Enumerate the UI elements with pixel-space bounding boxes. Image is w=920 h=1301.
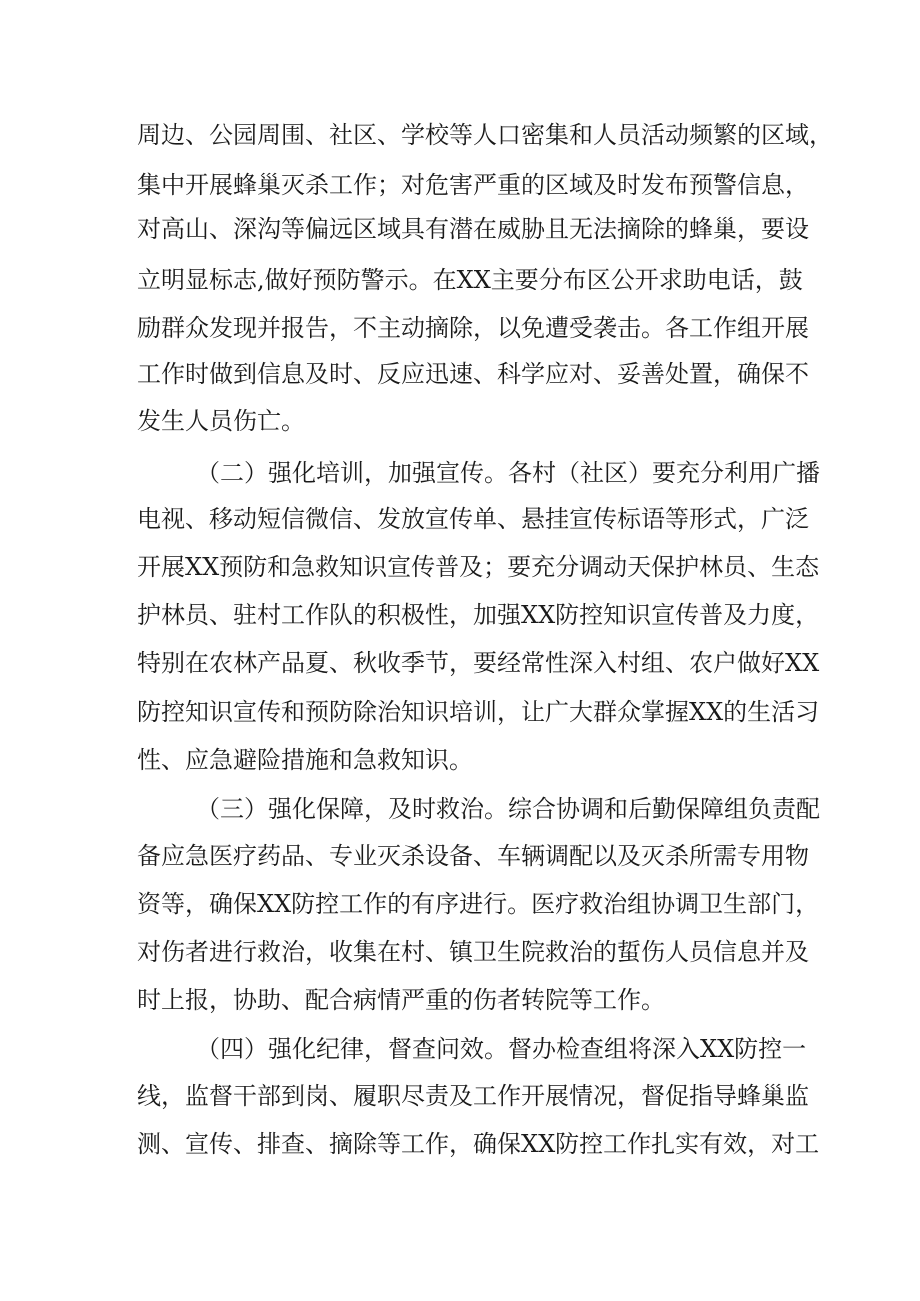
text-line: 工作时做到信息及时、反应迅速、科学应对、妥善处置，确保不	[137, 360, 809, 388]
text-line: 开展XX预防和急救知识宣传普及；要充分调动天保护林员、生态	[137, 553, 820, 581]
text-line: 电视、移动短信微信、发放宣传单、悬挂宣传标语等形式，广泛	[137, 505, 809, 533]
text-line: 集中开展蜂巢灭杀工作；对危害严重的区域及时发布预警信息，	[137, 171, 809, 199]
text-line: 特别在农林产品夏、秋收季节，要经常性深入村组、农户做好XX	[137, 649, 820, 677]
paragraph-heading-line: （四）强化纪律，督查问效。督办检查组将深入XX防控一	[196, 1035, 807, 1063]
paragraph-heading-line: （二）强化培训，加强宣传。各村（社区）要充分利用广播	[196, 459, 820, 487]
text-line: 测、宣传、排查、摘除等工作，确保XX防控工作扎实有效，对工	[137, 1130, 820, 1158]
text-line: 备应急医疗药品、专业灭杀设备、车辆调配以及灭杀所需专用物	[137, 842, 809, 870]
text-line: 护林员、驻村工作队的积极性，加强XX防控知识宣传普及力度，	[137, 601, 820, 629]
text-line: 防控知识宣传和预防除治知识培训，让广大群众掌握XX的生活习	[137, 698, 820, 726]
text-line: 对伤者进行救治，收集在村、镇卫生院救治的蜇伤人员信息并及	[137, 938, 809, 966]
text-line: 周边、公园周围、社区、学校等人口密集和人员活动频繁的区域，	[137, 121, 833, 149]
text-line: 资等，确保XX防控工作的有序进行。医疗救治组协调卫生部门，	[137, 890, 820, 918]
text-line: 对高山、深沟等偏远区域具有潜在威胁且无法摘除的蜂巢，要设	[137, 215, 809, 243]
paragraph-heading-line: （三）强化保障，及时救治。综合协调和后勤保障组负责配	[196, 795, 820, 823]
text-line: 性、应急避险措施和急救知识。	[137, 746, 473, 774]
text-line: 立明显标志,做好预防警示。在XX主要分布区公开求助电话，鼓	[137, 266, 803, 294]
text-line: 励群众发现并报告，不主动摘除，以免遭受袭击。各工作组开展	[137, 314, 809, 342]
text-line: 时上报，协助、配合病情严重的伤者转院等工作。	[137, 986, 665, 1014]
text-line: 发生人员伤亡。	[137, 407, 305, 435]
text-line: 线，监督干部到岗、履职尽责及工作开展情况，督促指导蜂巢监	[137, 1082, 809, 1110]
